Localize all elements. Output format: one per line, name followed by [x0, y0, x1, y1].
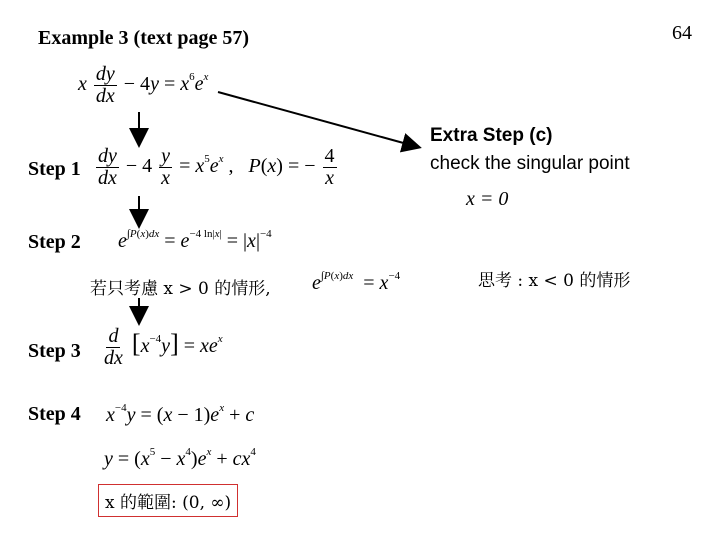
domain-box: x 的範圍: (0, ∞): [98, 484, 238, 517]
extra-step-block: [430, 122, 630, 178]
extra-step-description: check the singular point: [430, 153, 630, 174]
arrow-to-extra-step: [218, 92, 418, 147]
negative-case-note: 思考 : x < 0 的情形: [478, 271, 631, 291]
step1-equation: $\frac{dy}{dx}$ − 4 $\frac{y}{x}$ = $x^5e^x$ , P(x) = − $\frac{4}{x}$: [98, 145, 335, 189]
extra-step-title: Extra Step (c): [430, 125, 553, 146]
original-equation: x $\frac{dy}{dx}$ − $4y = x^6e^x$: [78, 63, 209, 107]
general-solution: $y = (x^5 - x^4)e^x + cx^4$: [104, 446, 256, 470]
step3-equation: $\frac{d}{dx}$ $[x^{-4}y] = xe^x$: [104, 325, 223, 369]
step3-label: Step 3: [28, 340, 81, 362]
slide-title: Example 3 (text page 57): [38, 27, 250, 49]
step4-equation: $x^{-4}y = (x - 1)e^x + c$: [106, 402, 255, 426]
positive-case-note: 若只考慮 x > 0 的情形,: [90, 279, 271, 299]
step1-label: Step 1: [28, 158, 81, 180]
page-number: 64: [672, 22, 692, 44]
step4-label: Step 4: [28, 403, 81, 425]
step2-equation: $e^{\int P(x)dx} = e^{-4 ln|x|} = |x|^{-4}$: [118, 228, 272, 252]
singular-point-equation: x = 0: [466, 188, 509, 210]
positive-case-equation: $e^{\int P(x)dx} = x^{-4}$: [312, 270, 401, 294]
step2-label: Step 2: [28, 231, 81, 253]
